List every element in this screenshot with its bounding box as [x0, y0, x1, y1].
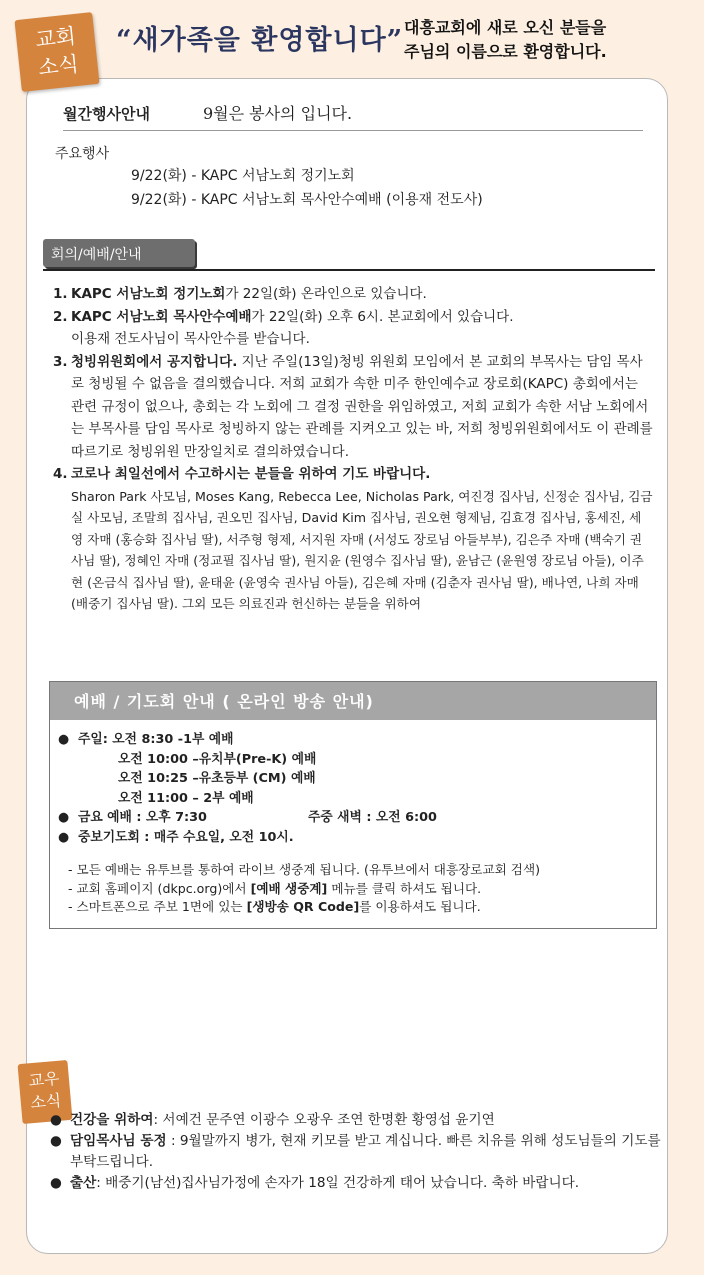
member-news-list — [50, 1110, 674, 1194]
notice-text: 가 22일(화) 오후 6시. 본교회에서 있습니다. — [251, 308, 514, 325]
monthly-label: 월간행사안내 — [63, 105, 150, 123]
section-divider — [43, 269, 655, 271]
notices-list — [53, 283, 653, 615]
friday-service: 금요 예배 : 오후 7:30 — [78, 810, 207, 825]
broadcast-note: - 스마트폰으로 주보 1면에 있는 [생방송 QR Code]를 이용하셔도 됩니다. — [68, 899, 481, 914]
news-item — [50, 1110, 674, 1131]
bullet-icon: ● — [58, 829, 70, 845]
welcome-title: “새가족을 환영합니다” — [116, 25, 404, 56]
worship-info-box — [49, 681, 657, 929]
sunday-row — [58, 730, 648, 750]
bullet-icon: ● — [50, 1133, 62, 1149]
notice-item — [53, 283, 653, 306]
tag-line-2: 소식 — [37, 51, 80, 80]
monthly-events-bar — [63, 101, 643, 131]
news-heading: 출산 — [70, 1175, 97, 1191]
notice-text-line2: 이용재 전도사님이 목사안수를 받습니다. — [71, 331, 310, 347]
church-news-tag — [14, 12, 99, 92]
news-heading: 담임목사님 동정 — [70, 1133, 167, 1149]
bullet-icon: ● — [58, 810, 70, 825]
notice-heading: 청빙위원회에서 공지합니다. — [71, 353, 238, 370]
broadcast-notes — [58, 861, 648, 917]
worship-title: 예배 / 기도회 안내 ( 온라인 방송 안내) — [50, 682, 656, 720]
notice-item — [53, 306, 653, 351]
welcome-subtitle-line-1: 대흥교회에 새로 오신 분들을 — [404, 18, 607, 37]
tag-line-1: 교회 — [34, 24, 77, 53]
sunday-service: 오전 11:00 – 2부 예배 — [118, 790, 254, 806]
sunday-service: 오전 10:00 –유치부(Pre-K) 예배 — [118, 751, 317, 767]
monthly-text: 9월은 봉사의 입니다. — [203, 104, 353, 123]
news-heading: 건강을 위하여 — [70, 1112, 154, 1128]
news-text: : 배중기(남선)집사님가정에 손자가 18일 건강하게 태어 났습니다. 축하 바랍니다. — [96, 1175, 580, 1191]
bullet-icon: ● — [50, 1112, 62, 1128]
notice-text: 지난 주일(13일)청빙 위원회 모임에서 본 교회의 부목사는 담임 목사로 청빙될 수 없음을 결의했습니다. 저희 교회가 속한 미주 한인예수교 장로회(KAPC) 총회에서는 관련 규정이 없으나, 총회는 각 노회에 그 결정 권한을 위임하였고, 저희 교회가 속한 서남 노회에서는 부목사를 담임 목사로 청빙하지 않는 관례를 지켜오고 있는 바, 저희 청빙위원회에서도 이 관례를 따르기로 청빙위원 만장일치로 결의하였습니다. — [71, 353, 653, 460]
bullet-icon: ● — [50, 1175, 62, 1191]
news-text: : 9월말까지 병가, 현재 키모를 받고 계십니다. 빠른 치유를 위해 성도님들의 기도를 부탁드립니다. — [70, 1133, 661, 1170]
news-tag-line-1: 교우 — [27, 1068, 61, 1091]
notice-item — [53, 463, 653, 615]
welcome-subtitle — [404, 16, 664, 64]
prayer-meeting: 중보기도회 : 매주 수요일, 오전 10시. — [78, 829, 294, 845]
notice-text: 가 22일(화) 온라인으로 있습니다. — [225, 286, 427, 302]
bullet-icon: ● — [58, 732, 70, 747]
prayer-row — [58, 828, 648, 848]
section-tab-meetings: 회의/예배/안내 — [43, 239, 195, 267]
broadcast-note: - 모든 예배는 유투브를 통하여 라이브 생중계 됩니다. (유투브에서 대흥장로교회 검색) — [68, 862, 541, 877]
notice-heading: 코로나 최일선에서 수고하시는 분들을 위하여 기도 바랍니다. — [71, 466, 431, 482]
notice-item — [53, 351, 653, 464]
broadcast-note: - 교회 홈페이지 (dkpc.org)에서 [예배 생중계] 메뉴를 클릭 하셔도 됩니다. — [68, 880, 482, 896]
prayer-names: Sharon Park 사모님, Moses Kang, Rebecca Lee, Nicholas Park, 여진경 집사님, 신정순 집사님, 김금실 사모님, 조말희 집사님, 권오민 집사님, David Kim 집사님, 권오현 형제님, 김효경 집사님, 홍세진, 세영 자매 (홍승화 집사님 딸), 서주형 형제, 서지원 자매 (서성도 장로님 아들부부), 김은주 자매 (백숙기 권사님 딸), 정혜인 자매 (정교필 집사님 딸), 원지윤 (원영수 집사님 딸), 윤남근 (윤원영 장로님 아들), 이주현 (온금식 집사님 딸), 윤태윤 (윤영숙 권사님 아들), 김은혜 자매 (김춘자 권사님 딸), 배나연, 나희 자매 (배중기 집사님 딸). 그외 모든 의료진과 헌신하는 분들을 위하여 — [71, 488, 653, 611]
news-item — [50, 1131, 674, 1173]
news-tag-line-2: 소식 — [29, 1090, 63, 1113]
notice-number: 4. — [53, 466, 68, 482]
news-item — [50, 1173, 674, 1194]
notice-heading: KAPC 서남노회 목사안수예배 — [71, 308, 252, 325]
sunday-label: 주일: — [78, 732, 113, 747]
event-item: 9/22(화) - KAPC 서남노회 목사안수예배 (이용재 전도사) — [131, 192, 483, 208]
friday-row — [58, 808, 648, 828]
event-item: 9/22(화) - KAPC 서남노회 정기노회 — [131, 168, 355, 184]
notice-number: 1. — [53, 286, 68, 302]
welcome-subtitle-line-2: 주님의 이름으로 환영합니다. — [404, 42, 607, 61]
events-title: 주요행사 — [55, 146, 110, 162]
main-panel — [26, 78, 668, 1254]
sunday-service: 오전 10:25 –유초등부 (CM) 예배 — [118, 771, 316, 786]
dawn-service: 주중 새벽 : 오전 6:00 — [308, 810, 437, 825]
notice-number: 3. — [53, 353, 68, 370]
news-text: : 서예건 문주연 이광수 오광우 조연 한명환 황영섭 윤기연 — [153, 1112, 495, 1128]
notice-number: 2. — [53, 308, 68, 325]
sunday-service: 오전 8:30 -1부 예배 — [112, 732, 234, 747]
notice-heading: KAPC 서남노회 정기노회 — [71, 286, 226, 302]
